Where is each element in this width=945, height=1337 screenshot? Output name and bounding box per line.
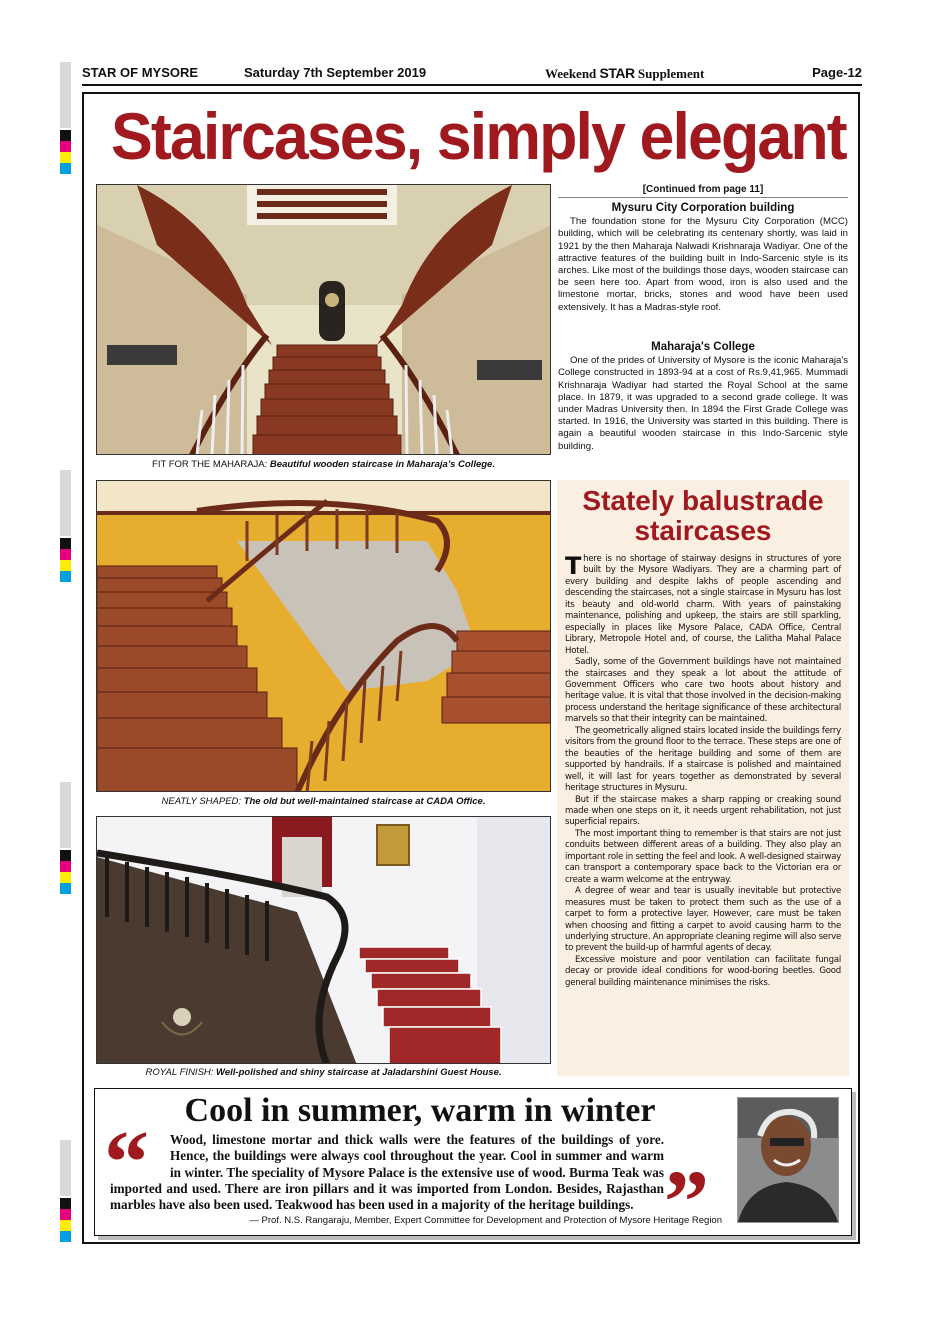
sidebar-paragraph: A degree of wear and tear is usually inevitable but protective measures must be taken to protect them such as the use of a carpet to form a protective layer. However, care must be taken when choosing and fitting a carpet to avoid causing harm to the underlying structure. An appropriate cleaning regime will also serve to prevent the build-up of harmful agents of decay. [565,886,841,954]
mcc-heading: Mysuru City Corporation building [611,202,795,214]
dropcap: T [565,552,582,580]
college-heading: Maharaja's College [651,341,755,353]
color-registration-mark [60,850,71,894]
caption-text: Well-polished and shiny staircase at Jaladarshini Guest House. [213,1067,502,1078]
sidebar-title: Stately balustrade staircases [582,485,824,546]
open-quote-mark: “ [104,1113,149,1212]
sidebar-paragraph: Excessive moisture and poor ventilation can facilitate fungal decay or provide ideal conditions for wood-boring beetles. Good general building maintenance minimises the risks. [565,954,841,988]
supplement-star: STAR [599,65,635,81]
caption-text: Beautiful wooden staircase in Maharaja's College. [267,459,495,470]
sidebar-paragraph: But if the staircase makes a sharp rapping or creaking sound made when one steps on it, it needs urgent rehabilitation, not just superficial repairs. [565,794,841,828]
issue-date: Saturday 7th September 2019 [244,65,427,80]
masthead [82,64,862,86]
sidebar-body [565,554,841,989]
college-body: One of the prides of University of Mysore is the iconic Maharaja's College constructed in 1893-94 at a cost of Rs.9,41,965. Mummadi Krishnaraja Wadiyar had started the Royal School at the same place. In 1879, it was upgraded to a second grade college. It was under Madras University then. In 1894 the First Grade College was started. In 1916, the University was started in this building. There is again a beautiful wooden staircase in this Indo-Sarcenic style building. [558,355,848,452]
registration-strip [60,62,71,128]
registration-strip [60,470,71,536]
caption-lead: NEATLY SHAPED: [161,796,242,807]
photo-maharajas-college-staircase [96,184,551,455]
sidebar-paragraph: Sadly, some of the Government buildings have not maintained the staircases and they speak a lot about the attitude of Government Officers who care two hoots about history and heritage value. It is vital that those involved in the decision-making process understand the heritage significance of these architectural marvels so that their integrity can be maintained. [565,657,841,725]
registration-strip [60,1140,71,1196]
sidebar-paragraph: The most important thing to remember is that stairs are not just conduits between different areas of a building. They also play an important role in setting the feel and look. A well-designed stairway can transport a contemporary space back to the Victorian era or create a warm welcome at the entryway. [565,828,841,885]
continued-note: [Continued from page 11] [558,184,848,198]
quote-body [110,1132,722,1213]
portrait-illustration [738,1098,838,1222]
staircase-illustration [97,185,551,455]
college-article [558,341,848,453]
publication-name: STAR OF MYSORE [82,65,199,80]
page-number: Page-12 [812,65,862,80]
photo-cada-office-staircase [96,480,551,792]
color-registration-mark [60,130,71,174]
color-registration-mark [60,538,71,582]
photo-jaladarshini-staircase [96,816,551,1064]
quote-title: Cool in summer, warm in winter [184,1092,656,1129]
staircase-illustration [97,481,551,792]
staircase-illustration [97,817,551,1064]
color-registration-mark [60,1198,71,1242]
sidebar-paragraph: The geometrically aligned stairs located inside the buildings ferry visitors from the ground floor to the terrace. These steps are one of the beauties of the heritage building and some of them are supported by handrails. If a staircase is polished and maintained well, it will last for years together as demonstrated by several heritage structures in Mysuru. [565,725,841,794]
supplement-post: Supplement [634,66,705,81]
portrait-photo [737,1097,839,1223]
mcc-body: The foundation stone for the Mysuru City Corporation (MCC) building, which will be celebrating its centenary shortly, was laid in 1921 by the then Maharaja Nalwadi Krishnaraja Wadiyar. One of the attractive features of the building built in Indo-Sarcenic style is its arches. Like most of the buildings those days, wooden staircase can be seen here too. Apart from wood, iron is also used and the limestone mortar, bricks, stones and wood have been used extensively. It has a Madras-style roof. [558,216,848,313]
caption-text: The old but well-maintained staircase at CADA Office. [241,796,486,807]
quote-attribution: — Prof. N.S. Rangaraju, Member, Expert Committee for Development and Protection of Mysore Heritage Region [249,1215,722,1226]
photo-caption [96,1067,551,1078]
sidebar-paragraph [565,554,841,657]
close-quote-mark: ” [664,1153,709,1252]
headline: Staircases, simply elegant [111,99,846,173]
mcc-article [558,202,848,314]
supplement-name [545,65,704,82]
caption-lead: FIT FOR THE MAHARAJA: [152,459,268,470]
quote-text: Wood, limestone mortar and thick walls were the features of the buildings of yore. Hence, the buildings were always cool throughout the year. Cool in summer and warm in winter. The speciality of Mysore Palace is the extensive use of wood. Burma Teak was imported and used. There are iron pillars and it was imported from London. Besides, Rajasthan marbles have also been used. Teakwood has been used in a majority of the heritage buildings. [110,1132,664,1213]
photo-caption [96,459,551,470]
balustrade-sidebar [557,480,849,1076]
caption-lead: ROYAL FINISH: [145,1067,214,1078]
photo-caption [96,796,551,807]
supplement-pre: Weekend [545,66,600,81]
sidebar-first-text: here is no shortage of stairway designs in structures of yore built by the Mysore Wadiyars. They are a charming part of every building and despite lakhs of people ascending and descending the staircases, not a single staircase in Mysuru has lost its beauty and old-world charm. With years of painstaking maintenance, polishing and upkeep, the stairs are still sparkling, especially in places like Mysore Palace, CADA Office, Central Library, Metropole Hotel and, of course, the Lalitha Mahal Palace Hotel. [565,554,841,656]
registration-strip [60,782,71,848]
quote-indent-spacer [110,1132,170,1166]
